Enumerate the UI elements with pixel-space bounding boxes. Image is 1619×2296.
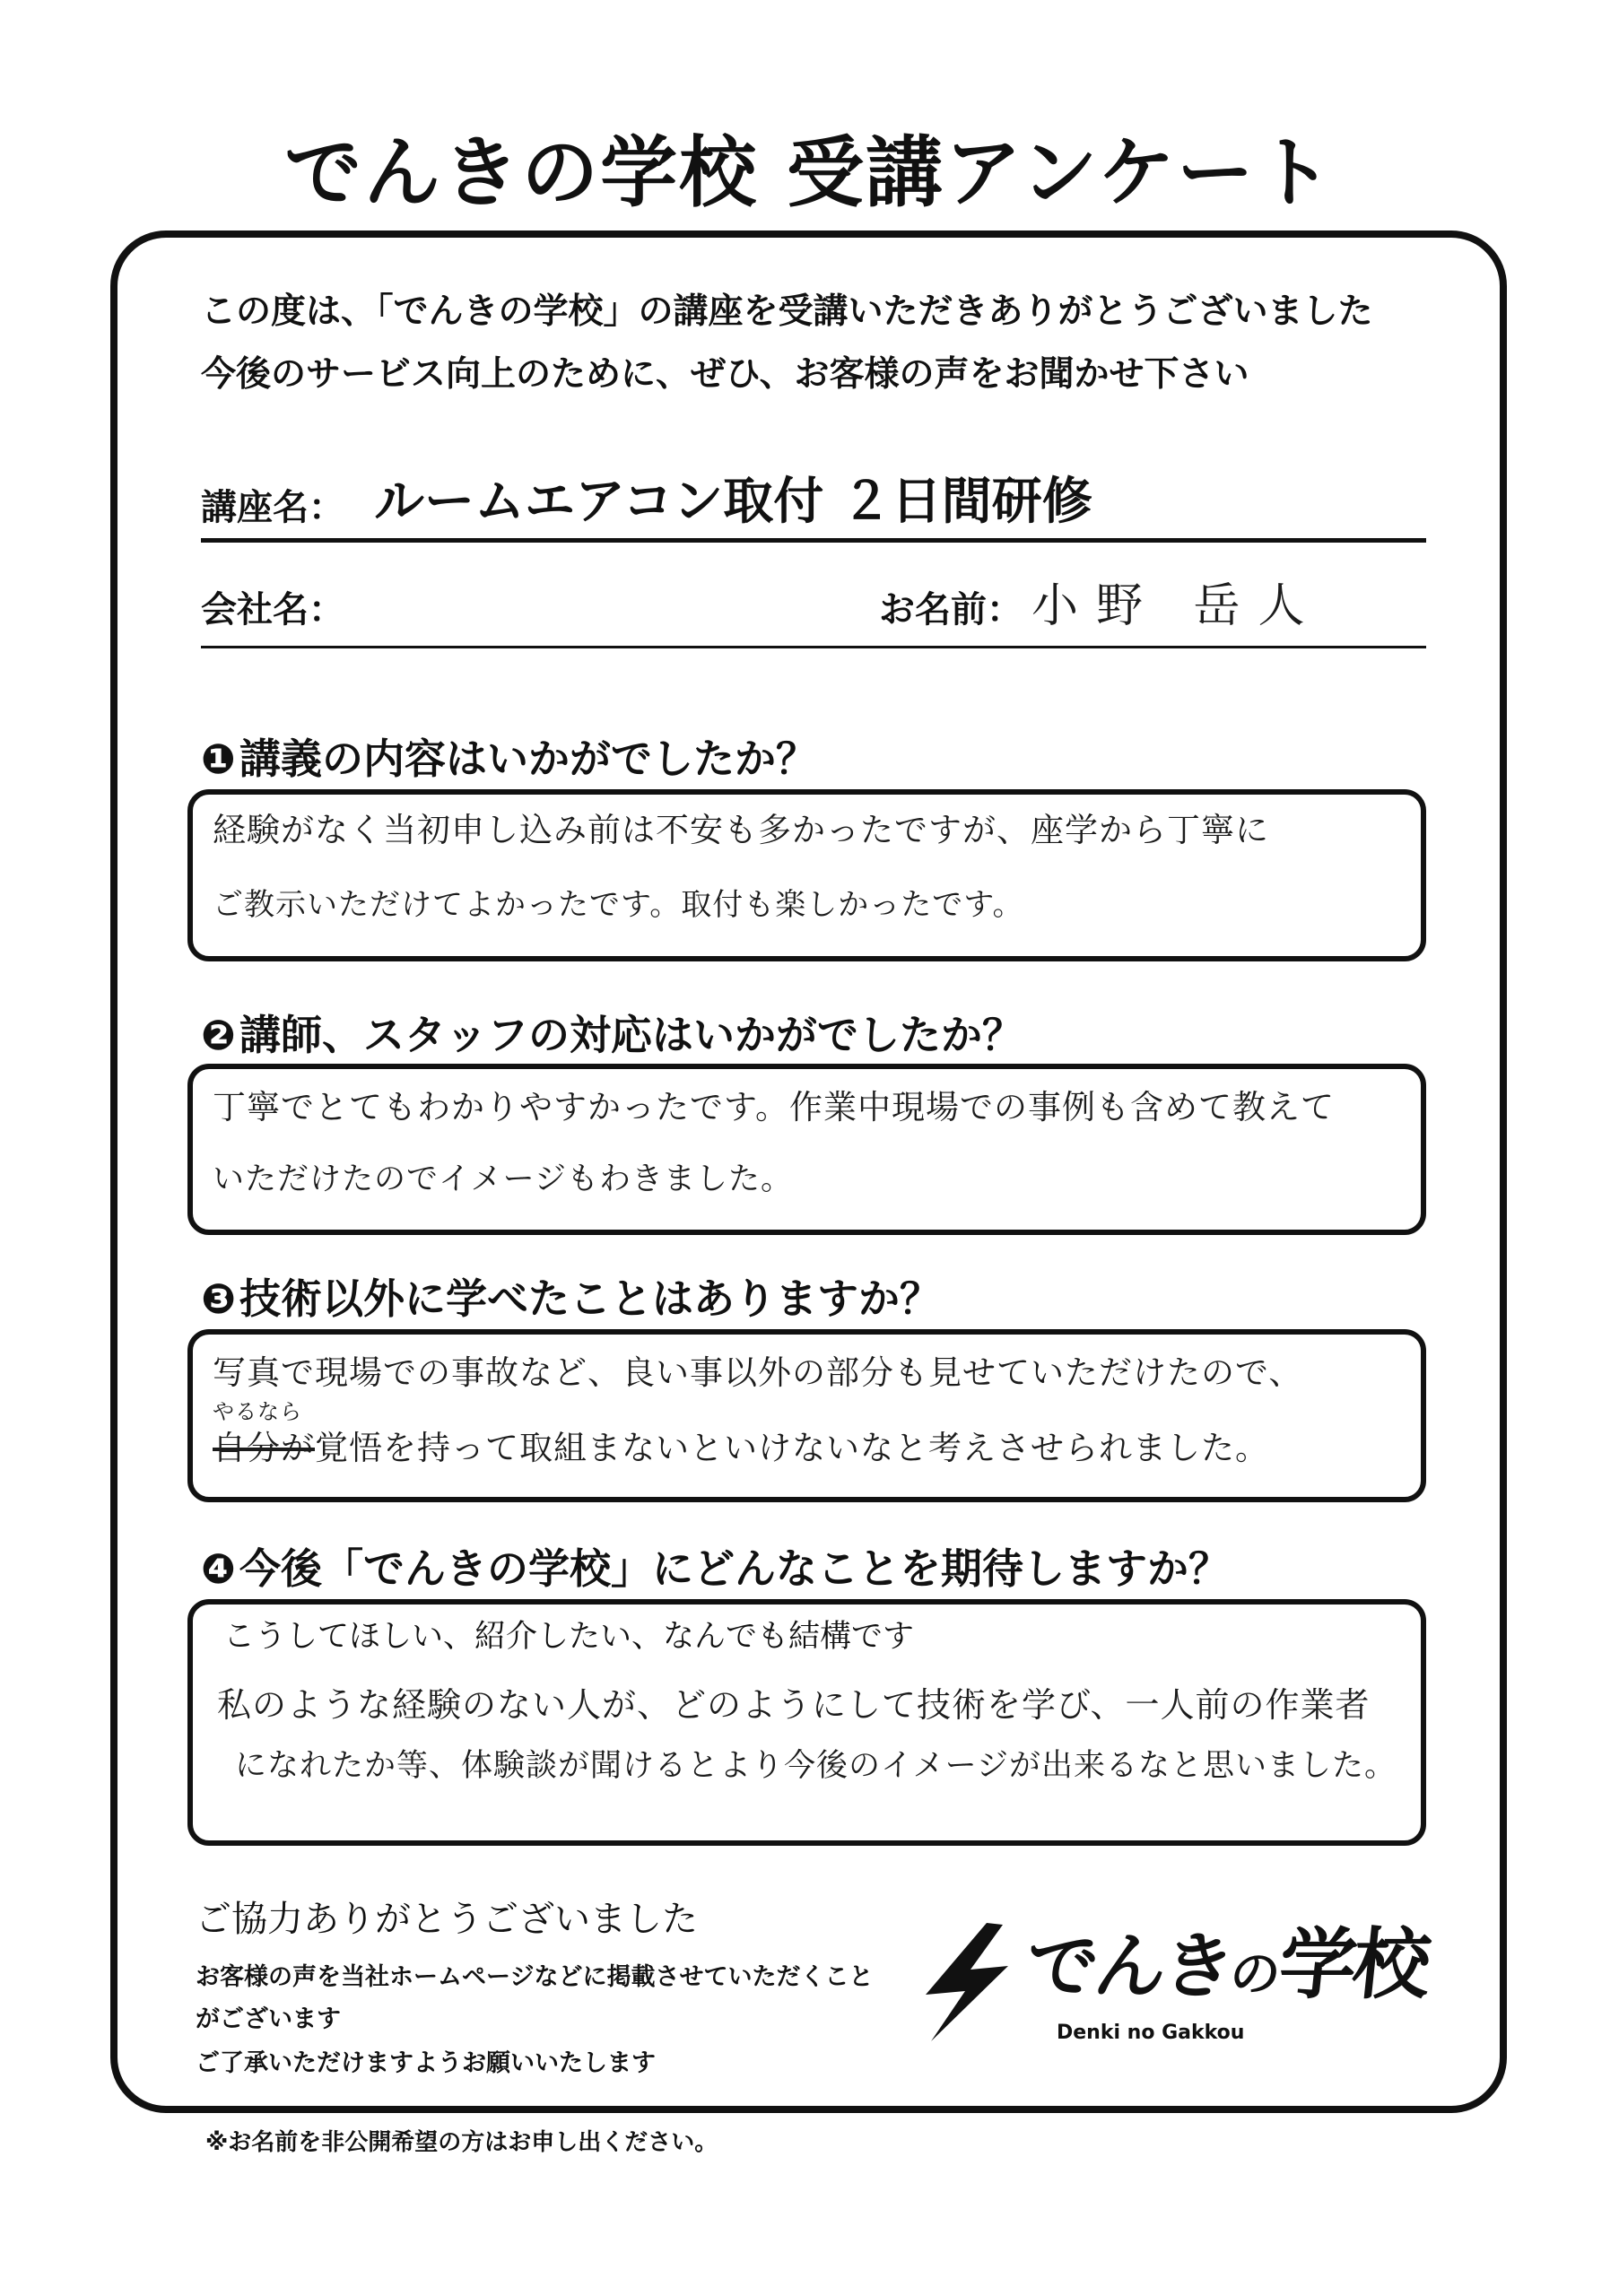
name-label: お名前： (879, 589, 1023, 631)
question-4-text: 今後「でんきの学校」にどんなことを期待しますか？ (239, 1544, 1230, 1593)
question-1-text: 講義の内容はいかがでしたか？ (239, 735, 817, 783)
answer-3-struck-text: 自分が (213, 1429, 315, 1467)
question-2-text: 講師、スタッフの対応はいかがでしたか？ (239, 1011, 1023, 1059)
answer-3-line-1: 写真で現場での事故など、良い事以外の部分も見せていただけたので、 (213, 1353, 1303, 1392)
intro-line-1: この度は、「でんきの学校」の講座を受講いただきありがとうございました (201, 291, 1373, 332)
question-3-number: ❸ (201, 1274, 236, 1323)
answer-4-hint: こうしてほしい、紹介したい、なんでも結構です (223, 1619, 915, 1655)
answer-3-line-2 (213, 1431, 1269, 1465)
answer-4-line-2: になれたか等、体験談が聞けるとより今後のイメージが出来るなと思いました。 (235, 1748, 1397, 1784)
course-label: 講座名： (201, 487, 344, 528)
answer-1-line-2: ご教示いただけてよかったです。取付も楽しかったです。 (213, 887, 1024, 923)
logo-part-2: の (1227, 1945, 1282, 2004)
question-1 (201, 735, 817, 783)
lightning-bolt-icon (915, 1921, 1015, 2043)
logo-wordmark (1022, 1920, 1432, 2010)
answer-2-line-1: 丁寧でとてもわかりやすかったです。作業中現場での事例も含めて教えて (213, 1088, 1336, 1126)
notice-line-1: お客様の声を当社ホームページなどに掲載させていただくこと (196, 1963, 874, 1991)
company-label: 会社名： (201, 589, 344, 631)
notice-line-3: ご了承いただけますようお願いいたします (196, 2049, 656, 2077)
name-handwritten: 小野 岳人 (1031, 579, 1323, 633)
thanks-message: ご協力ありがとうございました (196, 1899, 698, 1940)
answer-3-insertion: やるなら (213, 1399, 302, 1424)
privacy-note: ※お名前を非公開希望の方はお申し出ください。 (205, 2129, 718, 2156)
logo-part-1: でんき (1022, 1925, 1236, 2008)
question-1-number: ❶ (201, 735, 236, 783)
question-3 (201, 1274, 941, 1323)
answer-1-line-1: 経験がなく当初申し込み前は不安も多かったですが、座学から丁寧に (213, 811, 1269, 849)
company-name-underline (201, 646, 1426, 648)
course-name: ルームエアコン取付 ２日間研修 (374, 473, 1092, 531)
logo-romaji: Denki no Gakkou (1057, 2022, 1245, 2044)
page-title: でんきの学校 受講アンケート (284, 128, 1335, 218)
question-2-number: ❷ (201, 1011, 236, 1059)
logo-part-3: 学校 (1275, 1920, 1432, 2010)
answer-4-line-1: 私のような経験のない人が、どのようにして技術を学び、一人前の作業者 (217, 1685, 1371, 1725)
course-underline (201, 538, 1426, 543)
answer-3-line-2-text: 覚悟を持って取組まないといけないなと考えさせられました。 (315, 1429, 1269, 1467)
question-4-number: ❹ (201, 1544, 236, 1593)
question-4 (201, 1544, 1230, 1593)
question-3-text: 技術以外に学べたことはありますか？ (239, 1274, 941, 1323)
intro-line-2: 今後のサービス向上のために、ぜひ、お客様の声をお聞かせ下さい (201, 354, 1249, 395)
notice-line-2: がございます (196, 2005, 341, 2033)
answer-2-line-2: いただけたのでイメージもわきました。 (213, 1161, 793, 1197)
question-2 (201, 1011, 1023, 1059)
